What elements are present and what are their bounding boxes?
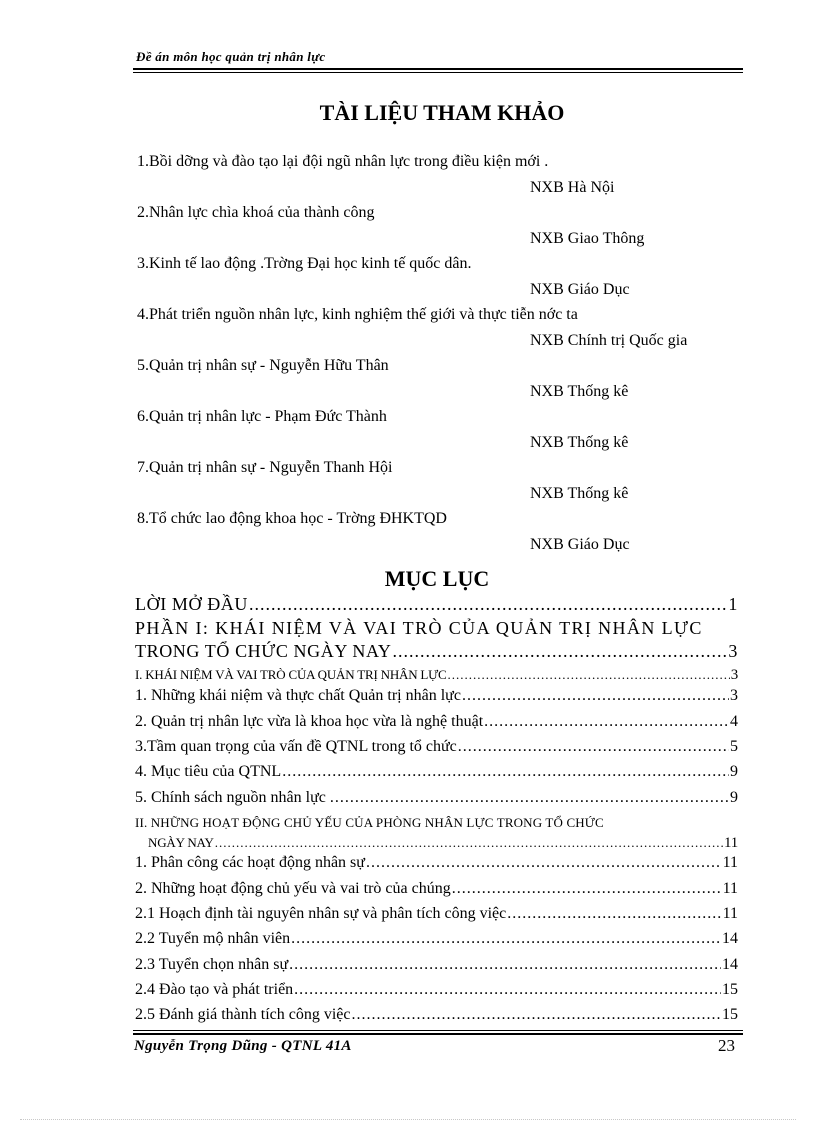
- toc-entry: [135, 687, 738, 705]
- toc-entry-label: 2.2 Tuyển mộ nhân viên: [135, 930, 291, 947]
- toc-entry: [135, 763, 738, 781]
- toc-entry: [135, 789, 738, 807]
- reference-item: 5.Quản trị nhân sự - Nguyễn Hữu Thân: [137, 357, 389, 374]
- reference-item: 6.Quản trị nhân lực - Phạm Đức Thành: [137, 408, 387, 425]
- toc-entry-label: 2.4 Đào tạo và phát triển: [135, 981, 294, 998]
- toc-entry: [135, 956, 738, 974]
- toc-entry: [135, 930, 738, 948]
- running-footer-author: Nguyễn Trọng Dũng - QTNL 41A: [134, 1038, 352, 1054]
- toc-entry: [148, 835, 738, 852]
- reference-publisher: NXB Thống kê: [530, 485, 629, 502]
- reference-item: 1.Bồi dỡng và đào tạo lại đội ngũ nhân lực trong điều kiện mới .: [137, 153, 549, 170]
- toc-leader-dots: [366, 854, 722, 872]
- toc-entry: [135, 1006, 738, 1024]
- toc-entry-heading-line: PHẦN I: KHÁI NIỆM VÀ VAI TRÒ CỦA QUẢN TRỊ NHÂN LỰC: [135, 618, 703, 638]
- toc-entry: [135, 981, 738, 999]
- toc-entry-page: 3: [730, 667, 738, 683]
- toc-entry-label: 1. Phân công các hoạt động nhân sự: [135, 854, 365, 871]
- toc-entry-label: 4. Mục tiêu của QTNL: [135, 763, 282, 780]
- toc-leader-dots: [289, 956, 721, 974]
- toc-entry-page: 3: [728, 641, 738, 661]
- reference-item: 4.Phát triển nguồn nhân lực, kinh nghiệm thế giới và thực tiễn nớc ta: [137, 306, 578, 323]
- toc-leader-dots: [458, 738, 729, 756]
- reference-publisher: NXB Giao Thông: [530, 230, 645, 247]
- reference-publisher: NXB Giáo Dục: [530, 281, 630, 298]
- toc-entry-page: 15: [722, 1006, 738, 1023]
- toc-entry: [135, 641, 738, 662]
- toc-entry-page: 15: [722, 981, 738, 998]
- reference-item: 3.Kinh tế lao động .Trờng Đại học kinh tế quốc dân.: [137, 255, 472, 272]
- toc-entry-page: 3: [730, 687, 738, 704]
- toc-leader-dots: [462, 687, 729, 705]
- toc-entry-page: 9: [730, 763, 738, 780]
- toc-entry-label: 3.Tầm quan trọng của vấn đề QTNL trong tổ chức: [135, 738, 457, 755]
- running-header: Đề án môn học quản trị nhân lực: [136, 49, 326, 64]
- toc-entry-page: 11: [722, 905, 738, 922]
- toc-leader-dots: [452, 880, 722, 898]
- toc-entry: [135, 854, 738, 872]
- references-title: TÀI LIỆU THAM KHẢO: [319, 100, 565, 125]
- toc-entry-label: 2. Quản trị nhân lực vừa là khoa học vừa là nghệ thuật: [135, 713, 484, 730]
- toc-entry-label: 1. Những khái niệm và thực chất Quản trị nhân lực: [135, 687, 461, 704]
- footer-rule-thin: [133, 1030, 743, 1031]
- toc-leader-dots: [291, 930, 721, 948]
- toc-entry-page: 14: [722, 956, 738, 973]
- toc-entry-page: 9: [730, 789, 738, 806]
- toc-leader-dots: [393, 641, 728, 662]
- toc-entry-label: TRONG TỔ CHỨC NGÀY NAY: [135, 641, 392, 661]
- toc-entry-page: 11: [723, 835, 738, 851]
- toc-entry: [135, 738, 738, 756]
- page-edge-dotted-line: [20, 1119, 796, 1120]
- toc-entry-label: 2. Những hoạt động chủ yếu và vai trò của chúng: [135, 880, 451, 897]
- toc-entry-label: 2.1 Hoạch định tài nguyên nhân sự và phân tích công việc: [135, 905, 507, 922]
- toc-entry-label: 2.5 Đánh giá thành tích công việc: [135, 1006, 351, 1023]
- reference-publisher: NXB Chính trị Quốc gia: [530, 332, 688, 349]
- toc-title: MỤC LỤC: [384, 566, 490, 591]
- toc-entry-label: I. KHÁI NIỆM VÀ VAI TRÒ CỦA QUẢN TRỊ NHÂN LỰC: [135, 667, 447, 682]
- toc-leader-dots: [352, 1006, 722, 1024]
- toc-entry-page: 14: [722, 930, 738, 947]
- toc-entry: [135, 594, 738, 615]
- reference-item: 7.Quản trị nhân sự - Nguyễn Thanh Hội: [137, 459, 393, 476]
- toc-leader-dots: [335, 789, 729, 807]
- footer-rule-thick: [133, 1033, 743, 1035]
- toc-leader-dots: [448, 667, 730, 683]
- toc-entry: [135, 667, 738, 684]
- toc-leader-dots: [282, 763, 729, 781]
- toc-entry-page: 5: [730, 738, 738, 755]
- toc-entry-label: NGÀY NAY: [148, 835, 214, 850]
- toc-entry: [135, 713, 738, 731]
- toc-leader-dots: [294, 981, 721, 999]
- header-rule-thick: [133, 68, 743, 70]
- toc-entry-label: 5. Chính sách nguồn nhân lực .: [135, 789, 334, 806]
- toc-entry-label: LỜI MỞ ĐẦU: [135, 594, 248, 614]
- toc-entry-page: 1: [728, 594, 738, 614]
- header-rule-thin: [133, 72, 743, 73]
- toc-leader-dots: [249, 594, 727, 615]
- toc-entry: [135, 905, 738, 923]
- toc-entry: [135, 880, 738, 898]
- page-number: 23: [718, 1036, 735, 1055]
- toc-leader-dots: [484, 713, 729, 731]
- toc-leader-dots: [507, 905, 721, 923]
- toc-entry-label: 2.3 Tuyển chọn nhân sự: [135, 956, 289, 973]
- toc-entry-page: 4: [730, 713, 738, 730]
- reference-item: 8.Tổ chức lao động khoa học - Trờng ĐHKTQD: [137, 510, 447, 527]
- toc-leader-dots: [215, 835, 723, 851]
- reference-publisher: NXB Hà Nội: [530, 179, 615, 196]
- reference-publisher: NXB Giáo Dục: [530, 536, 630, 553]
- toc-entry-page: 11: [722, 880, 738, 897]
- reference-publisher: NXB Thống kê: [530, 383, 629, 400]
- toc-entry-heading-line: II. NHỮNG HOẠT ĐỘNG CHỦ YẾU CỦA PHÒNG NHÂN LỰC TRONG TỔ CHỨC: [135, 815, 604, 830]
- reference-item: 2.Nhân lực chìa khoá của thành công: [137, 204, 375, 221]
- toc-entry-page: 11: [722, 854, 738, 871]
- reference-publisher: NXB Thống kê: [530, 434, 629, 451]
